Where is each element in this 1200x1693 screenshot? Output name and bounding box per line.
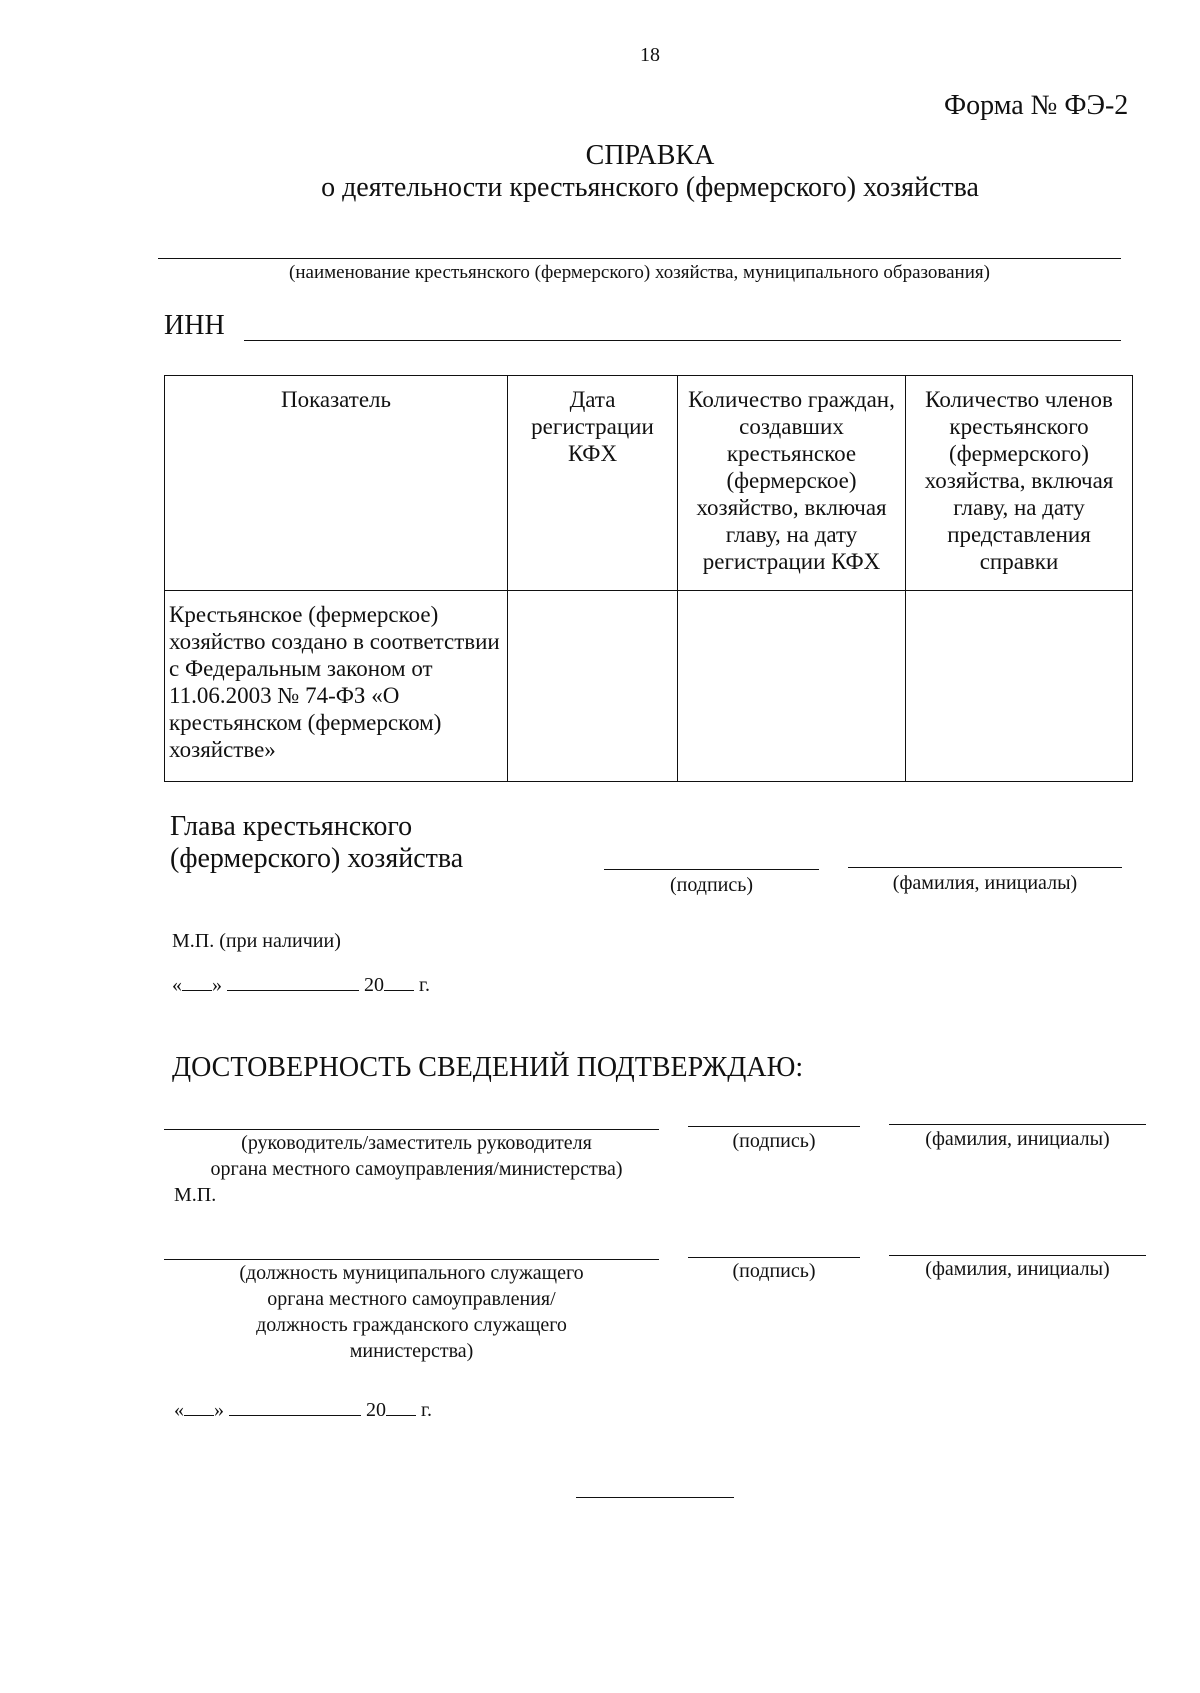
date-open-quote: «	[172, 974, 182, 996]
confirm1-signature-caption: (подпись)	[732, 1130, 816, 1152]
final-month-blank	[229, 1393, 361, 1416]
header-founders-count: Количество граждан, создавших крестьянское (фермерское) хозяйство, включая главу, на дату регистрации КФХ	[678, 376, 906, 591]
confirm2-position-line	[164, 1259, 659, 1260]
confirm2-caption-line2: органа местного самоуправления/	[267, 1288, 556, 1310]
confirm1-name-line	[889, 1124, 1146, 1125]
confirm2-caption-line3: должность гражданского служащего	[256, 1314, 567, 1336]
month-blank	[227, 968, 359, 991]
header-indicator: Показатель	[165, 376, 508, 591]
year-blank	[384, 968, 414, 991]
final-date	[174, 1393, 432, 1422]
confirm2-name-caption: (фамилия, инициалы)	[925, 1258, 1110, 1280]
final-date-suffix: г.	[421, 1399, 432, 1421]
form-number: Форма № ФЭ-2	[944, 90, 1129, 121]
confirm1-caption-line1: (руководитель/заместитель руководителя	[241, 1132, 592, 1154]
cell-registration-date	[508, 591, 678, 782]
confirm1-position-line	[164, 1129, 659, 1130]
confirm2-signature-caption: (подпись)	[732, 1260, 816, 1282]
final-day-blank	[184, 1393, 214, 1416]
confirm2-name-line	[889, 1255, 1146, 1256]
final-date-open-quote: «	[174, 1399, 184, 1421]
head-signature-line	[604, 869, 819, 870]
final-date-close-quote: »	[214, 1399, 224, 1421]
header-registration-date: Дата регистрации КФХ	[508, 376, 678, 591]
final-year-blank	[386, 1393, 416, 1416]
cell-members-count	[906, 591, 1133, 782]
document-subtitle: о деятельности крестьянского (фермерского) хозяйства	[321, 172, 979, 203]
head-label-line2: (фермерского) хозяйства	[170, 843, 464, 874]
confirm2-caption-line1: (должность муниципального служащего	[239, 1262, 584, 1284]
inn-line	[244, 340, 1121, 341]
name-line	[158, 258, 1121, 259]
confirm1-name-caption: (фамилия, инициалы)	[925, 1128, 1110, 1150]
page-number: 18	[640, 44, 660, 66]
cell-indicator: Крестьянское (фермерское) хозяйство создано в соответствии с Федеральным законом от 11.06.2003 № 74-ФЗ «О крестьянском (фермерском) хозяйстве»	[165, 591, 508, 782]
date-close-quote: »	[212, 974, 222, 996]
confirm2-signature-line	[688, 1257, 860, 1258]
date-suffix: г.	[419, 974, 430, 996]
name-caption: (наименование крестьянского (фермерского) хозяйства, муниципального образования)	[289, 262, 990, 283]
confirm1-signature-line	[688, 1126, 860, 1127]
table-row	[165, 591, 1133, 782]
head-date	[172, 968, 430, 997]
head-signature-caption: (подпись)	[669, 874, 754, 896]
day-blank	[182, 968, 212, 991]
confirm2-caption-line4: министерства)	[349, 1340, 474, 1362]
confirm1-stamp: М.П.	[174, 1184, 217, 1206]
confirm-heading: ДОСТОВЕРНОСТЬ СВЕДЕНИЙ ПОДТВЕРЖДАЮ:	[172, 1052, 804, 1083]
header-members-count: Количество членов крестьянского (фермерского) хозяйства, включая главу, на дату представления справки	[906, 376, 1133, 591]
stamp-label: М.П. (при наличии)	[172, 930, 341, 952]
indicators-table	[164, 375, 1133, 782]
inn-label: ИНН	[164, 310, 225, 341]
final-date-year: 20	[366, 1399, 386, 1421]
document-title: СПРАВКА	[585, 140, 715, 171]
date-year: 20	[364, 974, 384, 996]
head-name-line	[848, 867, 1122, 868]
head-name-caption: (фамилия, инициалы)	[892, 872, 1078, 894]
table-header-row	[165, 376, 1133, 591]
head-label-line1: Глава крестьянского	[170, 811, 413, 842]
confirm1-caption-line2: органа местного самоуправления/министерства)	[210, 1158, 623, 1180]
cell-founders-count	[678, 591, 906, 782]
closing-rule	[576, 1497, 734, 1498]
